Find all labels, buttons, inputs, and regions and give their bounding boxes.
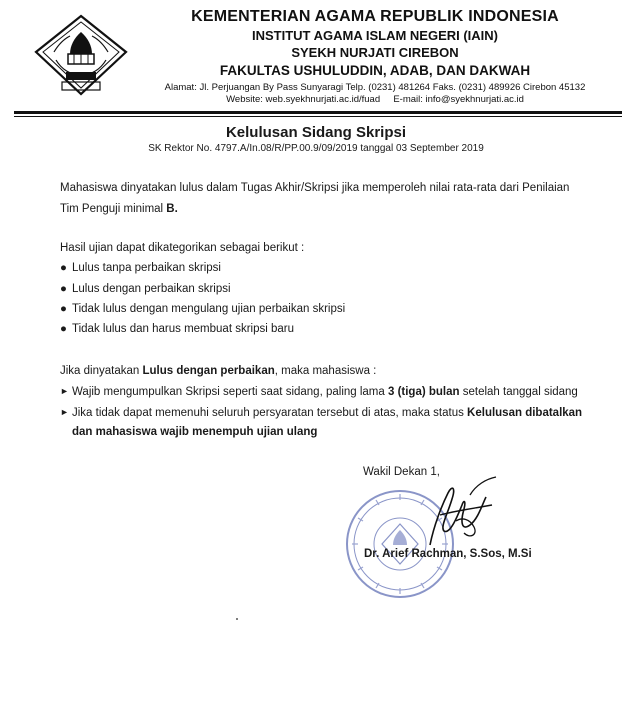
list-item xyxy=(60,262,221,274)
paragraph-criteria-line2 xyxy=(60,201,178,217)
handwritten-signature-icon xyxy=(400,475,510,550)
bullet-icon: ● xyxy=(60,262,67,274)
list-item xyxy=(60,283,231,295)
paragraph-revision-intro xyxy=(60,363,376,379)
letterhead-faculty: FAKULTAS USHULUDDIN, ADAB, DAN DAKWAH xyxy=(219,63,531,78)
criteria-text: Tim Penguji minimal xyxy=(60,203,167,215)
list-item xyxy=(60,323,294,335)
arrow-bullet-icon: ► xyxy=(60,386,69,396)
revision-text-bold: Lulus dengan perbaikan xyxy=(142,365,275,377)
condition-text-pre: Wajib mengumpulkan Skripsi seperti saat sidang, paling lama xyxy=(72,386,388,398)
list-item-text: Lulus tanpa perbaikan skripsi xyxy=(72,262,221,274)
scan-speck xyxy=(236,618,238,620)
institution-logo xyxy=(30,12,132,98)
document-title: Kelulusan Sidang Skripsi xyxy=(225,124,407,141)
revision-text-pre: Jika dinyatakan xyxy=(60,365,143,377)
document-subtitle: SK Rektor No. 4797.A/In.08/R/PP.00.9/09/2019 tanggal 03 September 2019 xyxy=(148,143,484,154)
letterhead-rule-thin xyxy=(14,116,622,117)
letterhead-ministry: KEMENTERIAN AGAMA REPUBLIK INDONESIA xyxy=(191,8,559,25)
condition-item xyxy=(60,404,582,421)
signatory-name: Dr. Arief Rachman, S.Sos, M.Si xyxy=(364,548,532,560)
letterhead-rule-thick xyxy=(14,111,622,114)
signatory-position: Wakil Dekan 1, xyxy=(363,466,440,478)
condition-text-bold: Kelulusan dibatalkan xyxy=(467,407,583,419)
bullet-icon: ● xyxy=(60,323,67,335)
letterhead-institute: INSTITUT AGAMA ISLAM NEGERI (IAIN) xyxy=(251,28,499,43)
arrow-bullet-icon: ► xyxy=(60,407,69,417)
letterhead-campus: SYEKH NURJATI CIREBON xyxy=(291,45,459,60)
revision-text-post: , maka mahasiswa : xyxy=(274,365,377,377)
bullet-icon: ● xyxy=(60,303,67,315)
condition-text-bold: 3 (tiga) bulan xyxy=(387,386,460,398)
letterhead-address: Alamat: Jl. Perjuangan By Pass Sunyaragi Telp. (0231) 481264 Faks. (0231) 489926 Cirebon 45132 xyxy=(164,82,586,93)
criteria-grade: B. xyxy=(166,203,178,215)
list-item-text: Lulus dengan perbaikan skripsi xyxy=(72,283,231,295)
list-item xyxy=(60,303,345,315)
condition-text-post: setelah tanggal sidang xyxy=(459,386,578,398)
bullet-icon: ● xyxy=(60,283,67,295)
condition-item xyxy=(60,383,578,400)
condition-item-continuation: dan mahasiswa wajib menempuh ujian ulang xyxy=(72,426,318,438)
paragraph-criteria-line1: Mahasiswa dinyatakan lulus dalam Tugas Akhir/Skripsi jika memperoleh nilai rata-rata dari Penilaian xyxy=(60,182,570,194)
list-item-text: Tidak lulus dengan mengulang ujian perbaikan skripsi xyxy=(72,303,346,315)
letterhead-contact: Website: web.syekhnurjati.ac.id/fuad E-mail: info@syekhnurjati.ac.id xyxy=(226,94,524,105)
condition-text-pre: Jika tidak dapat memenuhi seluruh persyaratan tersebut di atas, maka status xyxy=(72,407,468,419)
list-item-text: Tidak lulus dan harus membuat skripsi baru xyxy=(72,323,295,335)
paragraph-categories-intro: Hasil ujian dapat dikategorikan sebagai berikut : xyxy=(60,242,305,254)
